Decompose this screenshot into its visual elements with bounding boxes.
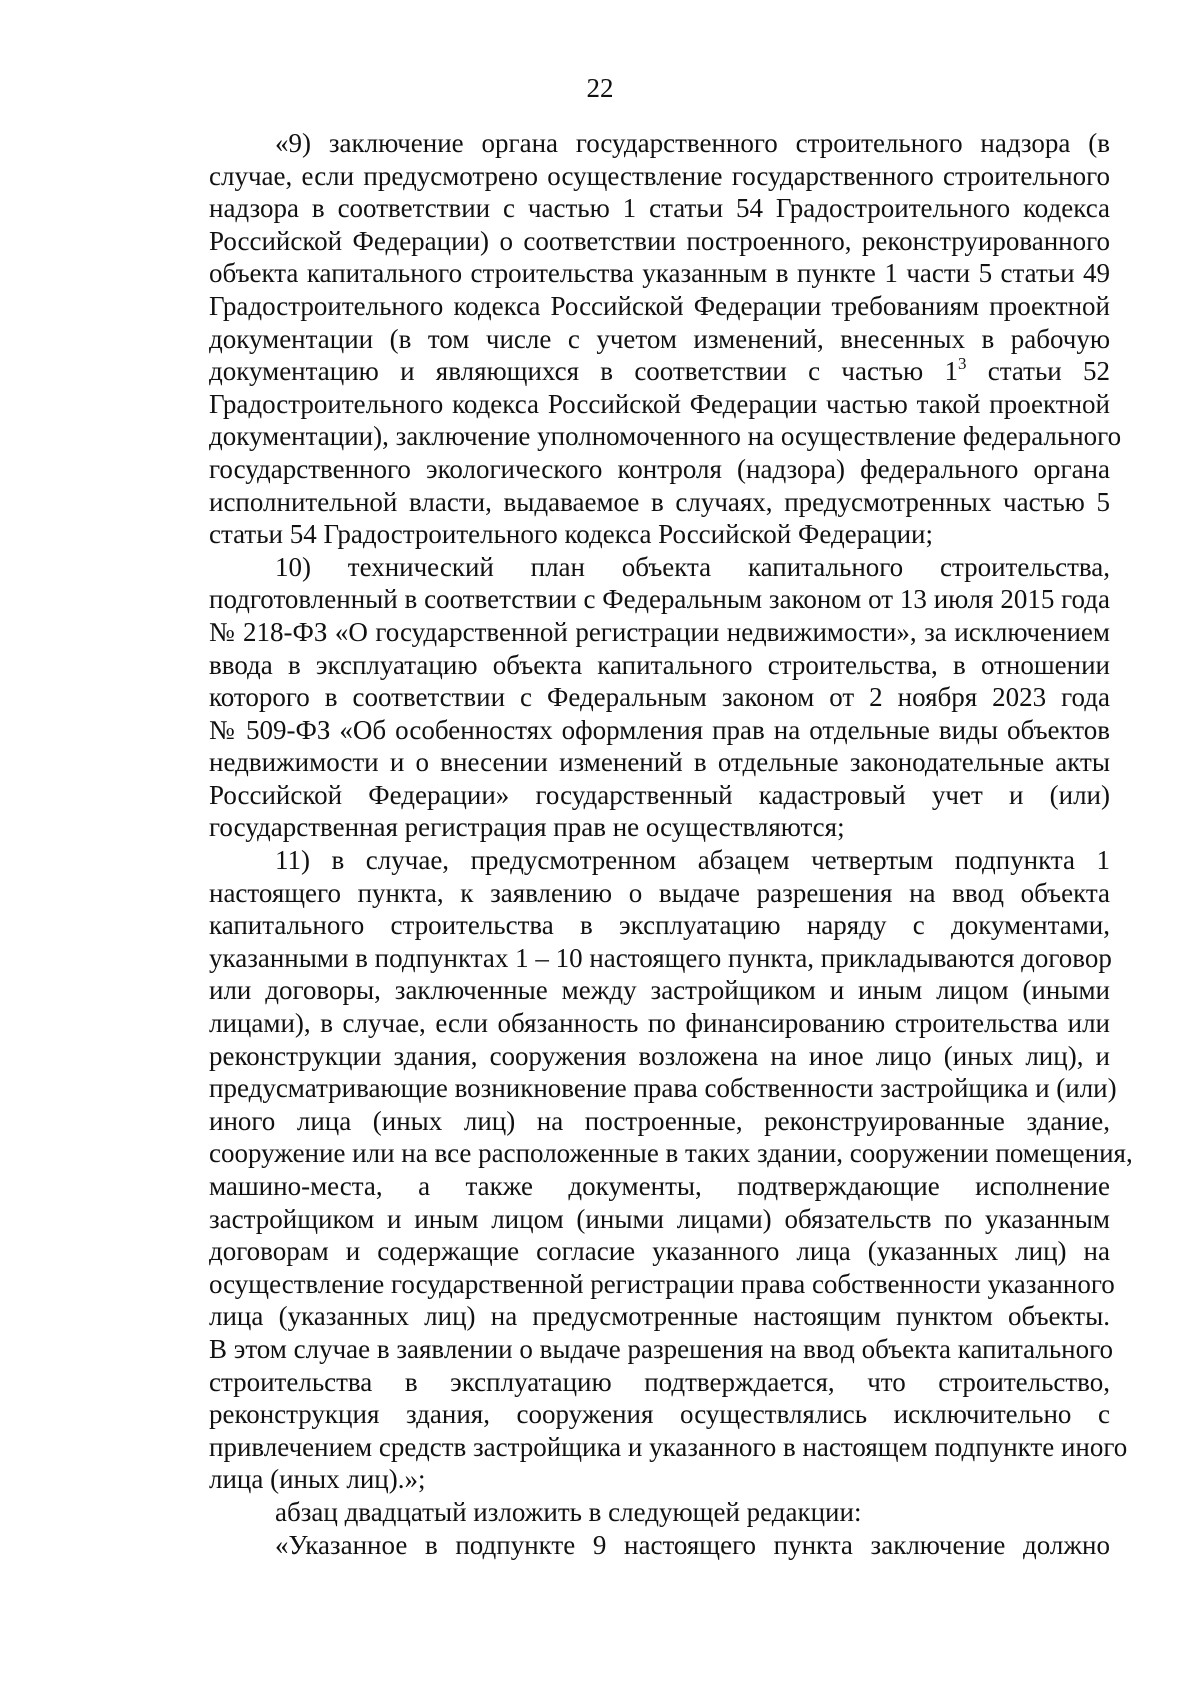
text-line: иного лица (иных лиц) на построенные, реконструированные здание,	[209, 1105, 1110, 1136]
text-line: государственная регистрация прав не осуществляются;	[209, 812, 845, 843]
text-line: застройщиком и иным лицом (иными лицами) обязательств по указанным	[209, 1203, 1110, 1234]
text-line: Градостроительного кодекса Российской Федерации требованиям проектной	[209, 290, 1110, 321]
text-line: привлечением средств застройщика и указанного в настоящем подпункте иного	[209, 1431, 1128, 1462]
text-segment: документацию и являющихся в соответствии с частью	[209, 356, 924, 387]
text-line: случае, если предусмотрено осуществление государственного строительного	[209, 160, 1110, 191]
text-line: исполнительной власти, выдаваемое в случаях, предусмотренных частью 5	[209, 486, 1110, 517]
text-line: строительства в эксплуатацию подтверждается, что строительство,	[209, 1366, 1110, 1397]
text-line: настоящего пункта, к заявлению о выдаче разрешения на ввод объекта	[209, 877, 1110, 908]
text-line: государственного экологического контроля (надзора) федерального органа	[209, 453, 1110, 484]
text-line: лица (иных лиц).»;	[209, 1464, 426, 1495]
text-line: машино-места, а также документы, подтверждающие исполнение	[209, 1171, 1110, 1201]
page-number: 22	[586, 73, 614, 103]
text-line: статьи 54 Градостроительного кодекса Российской Федерации;	[209, 519, 934, 550]
text-line: сооружение или на все расположенные в таких здании, сооружении помещения,	[209, 1138, 1133, 1169]
text-line: Российской Федерации) о соответствии построенного, реконструированного	[209, 225, 1110, 256]
text-line-with-superscript	[143, 355, 1110, 388]
text-line: 10) технический план объекта капитального строительства,	[275, 551, 1110, 582]
text-line: лицами), в случае, если обязанность по финансированию строительства или	[209, 1008, 1110, 1039]
text-line: № 509-ФЗ «Об особенностях оформления прав на отдельные виды объектов	[209, 714, 1110, 745]
superscript: 3	[958, 354, 967, 374]
text-line: указанными в подпунктах 1 – 10 настоящего пункта, прикладываются договор	[209, 942, 1112, 973]
reference-number: 1	[944, 356, 958, 387]
text-line: осуществление государственной регистрации права собственности указанного	[209, 1268, 1115, 1299]
text-line: лица (указанных лиц) на предусмотренные настоящим пунктом объекты.	[209, 1301, 1110, 1332]
text-line: ввода в эксплуатацию объекта капитального строительства, в отношении	[209, 649, 1110, 680]
text-line: № 218-ФЗ «О государственной регистрации недвижимости», за исключением	[209, 616, 1110, 647]
text-line: «9) заключение органа государственного строительного надзора (в	[275, 128, 1110, 158]
text-line: капитального строительства в эксплуатацию наряду с документами,	[209, 910, 1110, 941]
text-line: которого в соответствии с Федеральным законом от 2 ноября 2023 года	[209, 682, 1110, 713]
paragraph-item-10	[143, 551, 1110, 844]
text-line: документации), заключение уполномоченного на осуществление федерального	[209, 421, 1122, 452]
text-line: договорам и содержащие согласие указанного лица (указанных лиц) на	[209, 1236, 1110, 1267]
text-line: Российской Федерации» государственный кадастровый учет и (или)	[209, 779, 1110, 810]
text-line: объекта капитального строительства указанным в пункте 1 части 5 статьи 49	[209, 258, 1110, 289]
text-segment: статьи 52	[966, 356, 1110, 387]
text-line: Градостроительного кодекса Российской Федерации частью такой проектной	[209, 388, 1110, 419]
paragraph-instruction	[143, 1496, 1110, 1529]
paragraph-item-11	[143, 844, 1133, 1496]
text-line: абзац двадцатый изложить в следующей редакции:	[275, 1496, 862, 1527]
text-line: предусматривающие возникновение права собственности застройщика и (или)	[209, 1073, 1117, 1104]
text-line: документации (в том числе с учетом изменений, внесенных в рабочую	[209, 323, 1110, 354]
document-body	[143, 127, 1133, 1561]
paragraph-quoted-continued	[143, 1529, 1110, 1562]
text-line: недвижимости и о внесении изменений в отдельные законодательные акты	[209, 747, 1110, 778]
paragraph-item-9	[143, 127, 1122, 551]
text-line: реконструкция здания, сооружения осуществлялись исключительно с	[209, 1399, 1110, 1430]
text-line: В этом случае в заявлении о выдаче разрешения на ввод объекта капитального	[209, 1333, 1114, 1364]
text-line: 11) в случае, предусмотренном абзацем четвертым подпункта 1	[275, 845, 1110, 876]
text-line: «Указанное в подпункте 9 настоящего пункта заключение должно	[275, 1529, 1110, 1560]
text-line: подготовленный в соответствии с Федеральным законом от 13 июля 2015 года	[209, 584, 1110, 615]
text-line: надзора в соответствии с частью 1 статьи 54 Градостроительного кодекса	[209, 193, 1110, 224]
text-line: реконструкции здания, сооружения возложена на иное лицо (иных лиц), и	[209, 1040, 1110, 1071]
text-line: или договоры, заключенные между застройщиком и иным лицом (иными	[209, 975, 1110, 1006]
